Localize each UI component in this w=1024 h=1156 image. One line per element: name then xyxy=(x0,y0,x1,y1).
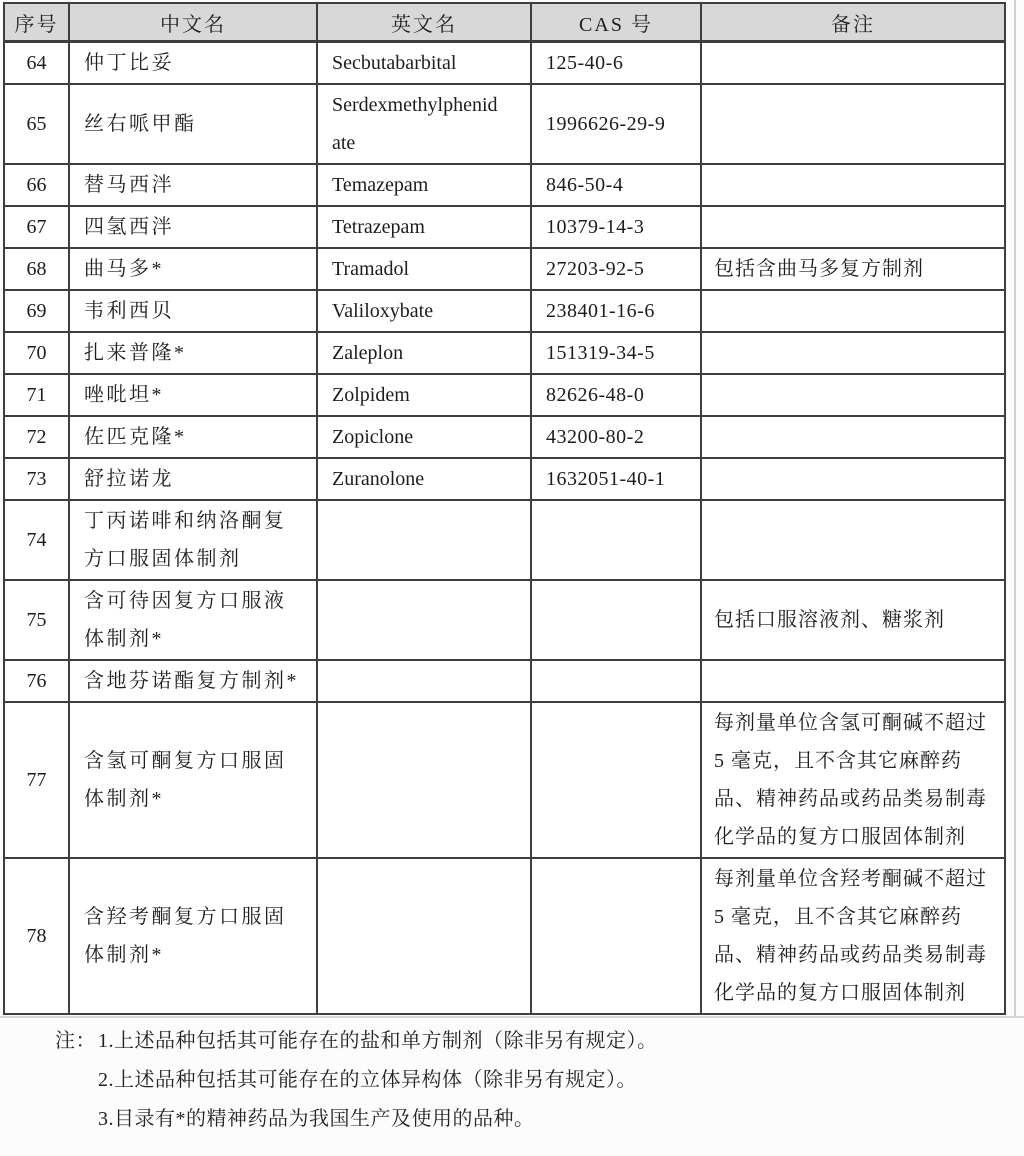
cell-english-name: Zolpidem xyxy=(317,374,531,416)
cell-cas-number xyxy=(531,858,701,1014)
note-line-2: 2.上述品种包括其可能存在的立体异构体（除非另有规定）。 xyxy=(98,1069,637,1091)
notes-block xyxy=(55,1022,658,1139)
cell-cas-number: 151319-34-5 xyxy=(531,332,701,374)
cell-chinese-name: 替马西泮 xyxy=(69,164,317,206)
cell-english-name: Tetrazepam xyxy=(317,206,531,248)
cell-cas-number: 125-40-6 xyxy=(531,42,701,85)
cell-english-name: Zuranolone xyxy=(317,458,531,500)
cell-remark xyxy=(701,206,1005,248)
header-cas-number: CAS 号 xyxy=(531,3,701,42)
table-row xyxy=(4,416,1005,458)
cell-serial-number: 68 xyxy=(4,248,69,290)
cell-cas-number: 43200-80-2 xyxy=(531,416,701,458)
cell-serial-number: 76 xyxy=(4,660,69,702)
note-text-1: 1.上述品种包括其可能存在的盐和单方制剂（除非另有规定）。 xyxy=(98,1030,658,1052)
cell-cas-number: 846-50-4 xyxy=(531,164,701,206)
table-row xyxy=(4,580,1005,660)
note-line-1 xyxy=(55,1022,658,1061)
cell-chinese-name: 曲马多* xyxy=(69,248,317,290)
cell-english-name xyxy=(317,580,531,660)
cell-english-name xyxy=(317,660,531,702)
cell-cas-number: 238401-16-6 xyxy=(531,290,701,332)
cell-chinese-name: 丝右哌甲酯 xyxy=(69,84,317,164)
table-row xyxy=(4,374,1005,416)
cell-english-name: Zaleplon xyxy=(317,332,531,374)
table-row xyxy=(4,84,1005,164)
table-row xyxy=(4,500,1005,580)
table-row xyxy=(4,332,1005,374)
table-body xyxy=(4,42,1005,1015)
cell-cas-number: 1996626-29-9 xyxy=(531,84,701,164)
header-row xyxy=(4,3,1005,42)
cell-remark: 包括含曲马多复方制剂 xyxy=(701,248,1005,290)
table-row xyxy=(4,858,1005,1014)
cell-remark: 每剂量单位含羟考酮碱不超过 5 毫克，且不含其它麻醉药品、精神药品或药品类易制毒化学品的复方口服固体制剂 xyxy=(701,858,1005,1014)
cell-chinese-name: 含氢可酮复方口服固体制剂* xyxy=(69,702,317,858)
cell-remark: 包括口服溶液剂、糖浆剂 xyxy=(701,580,1005,660)
header-serial-number: 序号 xyxy=(4,3,69,42)
cell-serial-number: 70 xyxy=(4,332,69,374)
cell-chinese-name: 佐匹克隆* xyxy=(69,416,317,458)
cell-cas-number: 82626-48-0 xyxy=(531,374,701,416)
cell-serial-number: 78 xyxy=(4,858,69,1014)
cell-cas-number xyxy=(531,580,701,660)
cell-serial-number: 65 xyxy=(4,84,69,164)
cell-cas-number: 10379-14-3 xyxy=(531,206,701,248)
cell-serial-number: 71 xyxy=(4,374,69,416)
cell-remark xyxy=(701,500,1005,580)
cell-serial-number: 77 xyxy=(4,702,69,858)
cell-cas-number: 1632051-40-1 xyxy=(531,458,701,500)
cell-remark xyxy=(701,374,1005,416)
table-header xyxy=(4,3,1005,42)
cell-chinese-name: 含羟考酮复方口服固体制剂* xyxy=(69,858,317,1014)
scan-edge-vertical xyxy=(1014,0,1016,1018)
header-remark: 备注 xyxy=(701,3,1005,42)
cell-serial-number: 67 xyxy=(4,206,69,248)
table-row xyxy=(4,164,1005,206)
cell-english-name: Secbutabarbital xyxy=(317,42,531,85)
cell-english-name: Tramadol xyxy=(317,248,531,290)
cell-chinese-name: 含可待因复方口服液体制剂* xyxy=(69,580,317,660)
table-row xyxy=(4,248,1005,290)
cell-remark xyxy=(701,458,1005,500)
cell-chinese-name: 含地芬诺酯复方制剂* xyxy=(69,660,317,702)
cell-english-name: Serdexmethylphenidate xyxy=(317,84,531,164)
table-row xyxy=(4,290,1005,332)
header-chinese-name: 中文名 xyxy=(69,3,317,42)
cell-chinese-name: 仲丁比妥 xyxy=(69,42,317,85)
cell-english-name: Valiloxybate xyxy=(317,290,531,332)
scan-edge-horizontal xyxy=(0,1016,1024,1018)
cell-english-name xyxy=(317,858,531,1014)
cell-english-name xyxy=(317,702,531,858)
cell-serial-number: 75 xyxy=(4,580,69,660)
cell-remark xyxy=(701,416,1005,458)
cell-serial-number: 69 xyxy=(4,290,69,332)
cell-chinese-name: 四氢西泮 xyxy=(69,206,317,248)
cell-remark xyxy=(701,42,1005,85)
cell-chinese-name: 韦利西贝 xyxy=(69,290,317,332)
cell-english-name xyxy=(317,500,531,580)
table-row xyxy=(4,660,1005,702)
cell-chinese-name: 扎来普隆* xyxy=(69,332,317,374)
cell-serial-number: 74 xyxy=(4,500,69,580)
cell-english-name: Zopiclone xyxy=(317,416,531,458)
cell-remark xyxy=(701,84,1005,164)
table-row xyxy=(4,702,1005,858)
cell-serial-number: 66 xyxy=(4,164,69,206)
cell-remark xyxy=(701,290,1005,332)
cell-remark xyxy=(701,332,1005,374)
cell-chinese-name: 唑吡坦* xyxy=(69,374,317,416)
notes-prefix: 注： xyxy=(55,1030,96,1052)
table-row xyxy=(4,458,1005,500)
cell-cas-number xyxy=(531,500,701,580)
psychotropic-substances-table xyxy=(3,2,1006,1015)
note-line-3: 3.目录有*的精神药品为我国生产及使用的品种。 xyxy=(98,1108,535,1130)
cell-serial-number: 64 xyxy=(4,42,69,85)
cell-chinese-name: 舒拉诺龙 xyxy=(69,458,317,500)
cell-chinese-name: 丁丙诺啡和纳洛酮复方口服固体制剂 xyxy=(69,500,317,580)
cell-remark: 每剂量单位含氢可酮碱不超过 5 毫克，且不含其它麻醉药品、精神药品或药品类易制毒化学品的复方口服固体制剂 xyxy=(701,702,1005,858)
header-english-name: 英文名 xyxy=(317,3,531,42)
cell-serial-number: 72 xyxy=(4,416,69,458)
cell-cas-number xyxy=(531,702,701,858)
cell-remark xyxy=(701,660,1005,702)
table-row xyxy=(4,42,1005,85)
cell-english-name: Temazepam xyxy=(317,164,531,206)
cell-cas-number: 27203-92-5 xyxy=(531,248,701,290)
cell-cas-number xyxy=(531,660,701,702)
cell-remark xyxy=(701,164,1005,206)
table-row xyxy=(4,206,1005,248)
cell-serial-number: 73 xyxy=(4,458,69,500)
